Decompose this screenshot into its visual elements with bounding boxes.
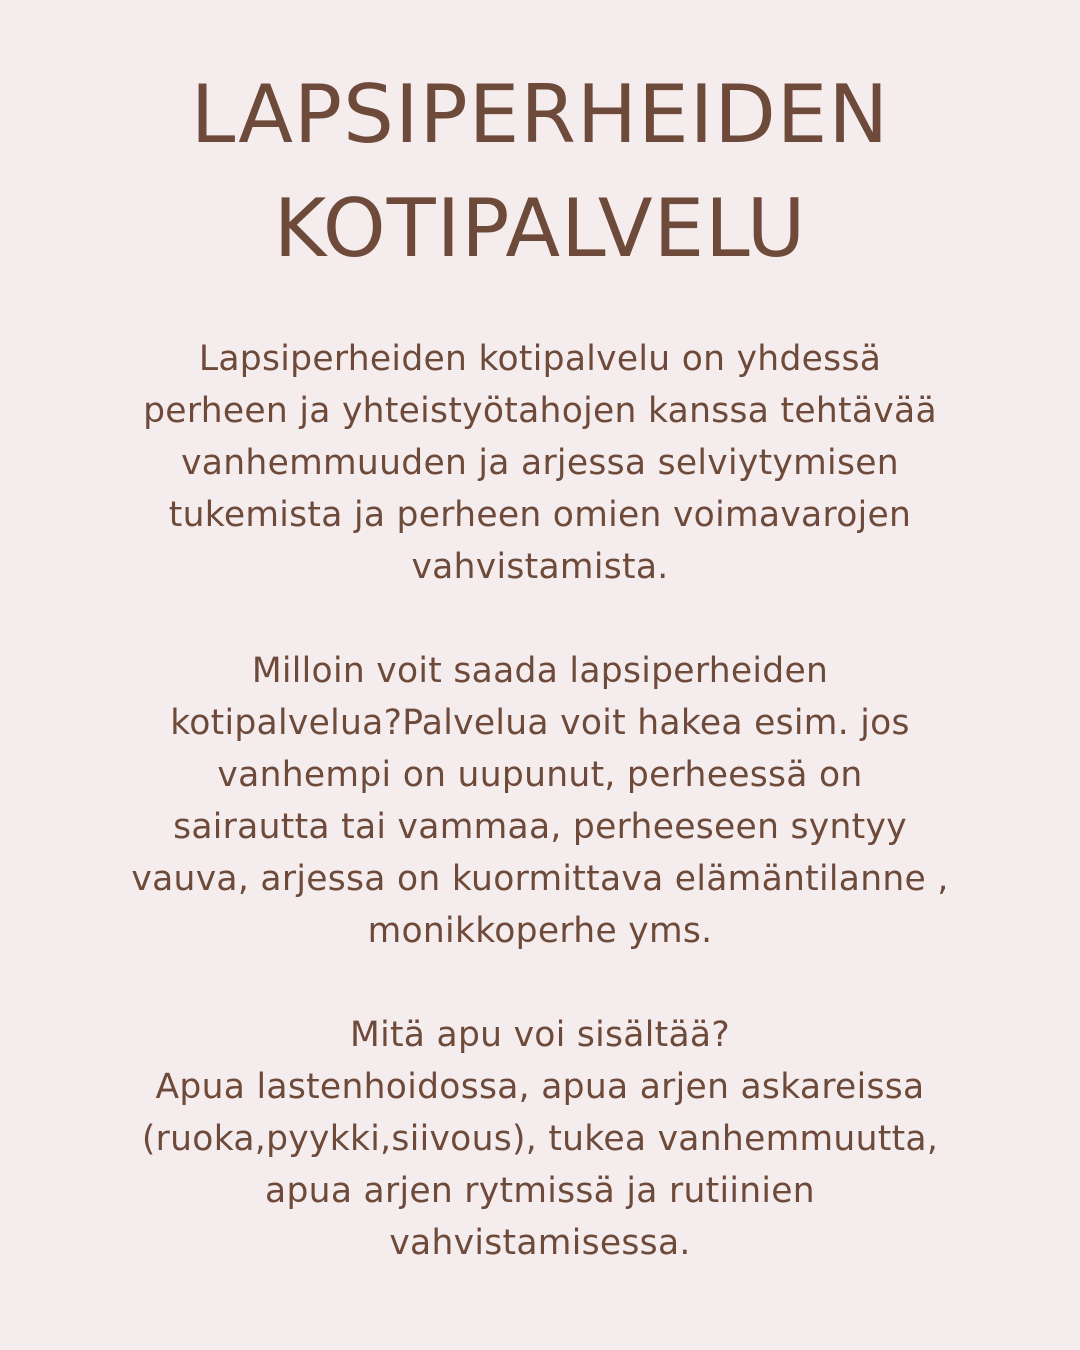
- content-line: vahvistamisessa.: [389, 1223, 691, 1263]
- content-paragraph: [90, 1009, 990, 1269]
- content-line: (ruoka,pyykki,siivous), tukea vanhemmuutta,: [141, 1119, 939, 1159]
- when-line: monikkoperhe yms.: [367, 911, 713, 951]
- content-line: apua arjen rytmissä ja rutiinien: [265, 1171, 815, 1211]
- intro-line: perheen ja yhteistyötahojen kanssa tehtävää: [143, 391, 937, 431]
- intro-line: vahvistamista.: [411, 547, 669, 587]
- when-paragraph: [90, 645, 990, 957]
- content-line: Apua lastenhoidossa, apua arjen askareissa: [155, 1067, 925, 1107]
- content-line: Mitä apu voi sisältää?: [350, 1015, 730, 1055]
- when-line: Milloin voit saada lapsiperheiden: [251, 651, 829, 691]
- intro-line: vanhemmuuden ja arjessa selviytymisen: [181, 443, 899, 483]
- title-line-1: LAPSIPERHEIDEN: [190, 68, 890, 161]
- when-line: vauva, arjessa on kuormittava elämäntilanne ,: [131, 859, 949, 899]
- intro-line: Lapsiperheiden kotipalvelu on yhdessä: [198, 339, 882, 379]
- when-line: sairautta tai vammaa, perheeseen syntyy: [173, 807, 907, 847]
- intro-line: tukemista ja perheen omien voimavarojen: [168, 495, 912, 535]
- when-line: vanhempi on uupunut, perheessä on: [217, 755, 863, 795]
- title-line-2: KOTIPALVELU: [273, 182, 807, 275]
- page-title: [0, 58, 1080, 286]
- when-line: kotipalvelua?Palvelua voit hakea esim. jos: [170, 703, 910, 743]
- intro-paragraph: [90, 333, 990, 593]
